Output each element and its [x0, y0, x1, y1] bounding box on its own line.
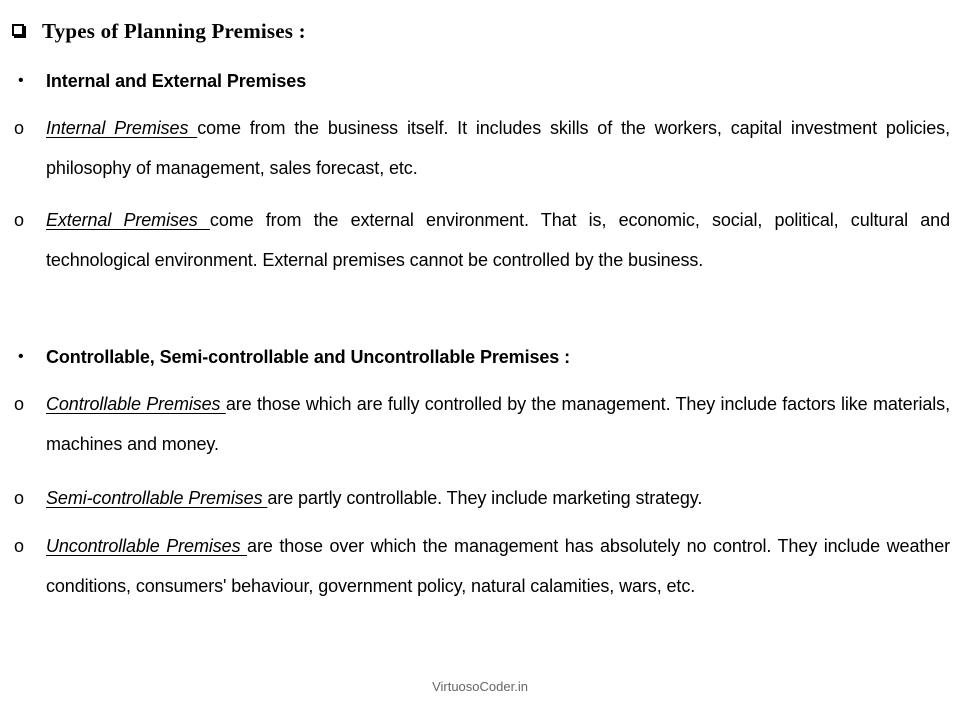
section-internal-external [18, 64, 938, 98]
term-semi-controllable-premises: Semi-controllable Premises [46, 488, 268, 508]
sub-bullet-icon: o [14, 394, 25, 414]
list-item-internal-premises [14, 108, 950, 188]
sub-bullet-icon: o [14, 488, 25, 508]
list-item-external-premises [14, 200, 950, 280]
section-title: Controllable, Semi-controllable and Uncontrollable Premises : [46, 347, 571, 367]
list-item-text [46, 526, 950, 606]
term-controllable-premises: Controllable Premises [46, 394, 226, 414]
list-item-semi-controllable-premises [14, 478, 950, 518]
section-controllability [18, 340, 938, 374]
heading-text: Types of Planning Premises : [42, 18, 306, 43]
list-item-text [46, 200, 950, 280]
definition-text: are those which are fully controlled by the management. They include factors like materials, machines and money. [46, 394, 950, 454]
bullet-icon: • [18, 72, 24, 89]
section-title: Internal and External Premises [46, 71, 307, 91]
list-item-text [46, 478, 950, 518]
sub-bullet-icon: o [14, 536, 25, 556]
list-item-uncontrollable-premises [14, 526, 950, 606]
term-external-premises: External Premises [46, 210, 210, 230]
sub-bullet-icon: o [14, 118, 25, 138]
slide-heading [12, 14, 912, 48]
sub-bullet-icon: o [14, 210, 25, 230]
term-uncontrollable-premises: Uncontrollable Premises [46, 536, 248, 556]
definition-text: come from the external environment. That is, economic, social, political, cultural and technological environment. External premises cannot be controlled by the business. [46, 210, 950, 270]
definition-text: are partly controllable. They include marketing strategy. [267, 488, 703, 508]
bullet-icon: • [18, 348, 24, 365]
footer-watermark: VirtuosoCoder.in [432, 679, 528, 694]
list-item-text [46, 384, 950, 464]
definition-text: come from the business itself. It includes skills of the workers, capital investment policies, philosophy of management, sales forecast, etc. [46, 118, 950, 178]
list-item-text [46, 108, 950, 188]
list-item-controllable-premises [14, 384, 950, 464]
definition-text: are those over which the management has absolutely no control. They include weather conditions, consumers' behaviour, government policy, natural calamities, wars, etc. [46, 536, 950, 596]
checkbox-icon [12, 24, 24, 36]
term-internal-premises: Internal Premises [46, 118, 198, 138]
